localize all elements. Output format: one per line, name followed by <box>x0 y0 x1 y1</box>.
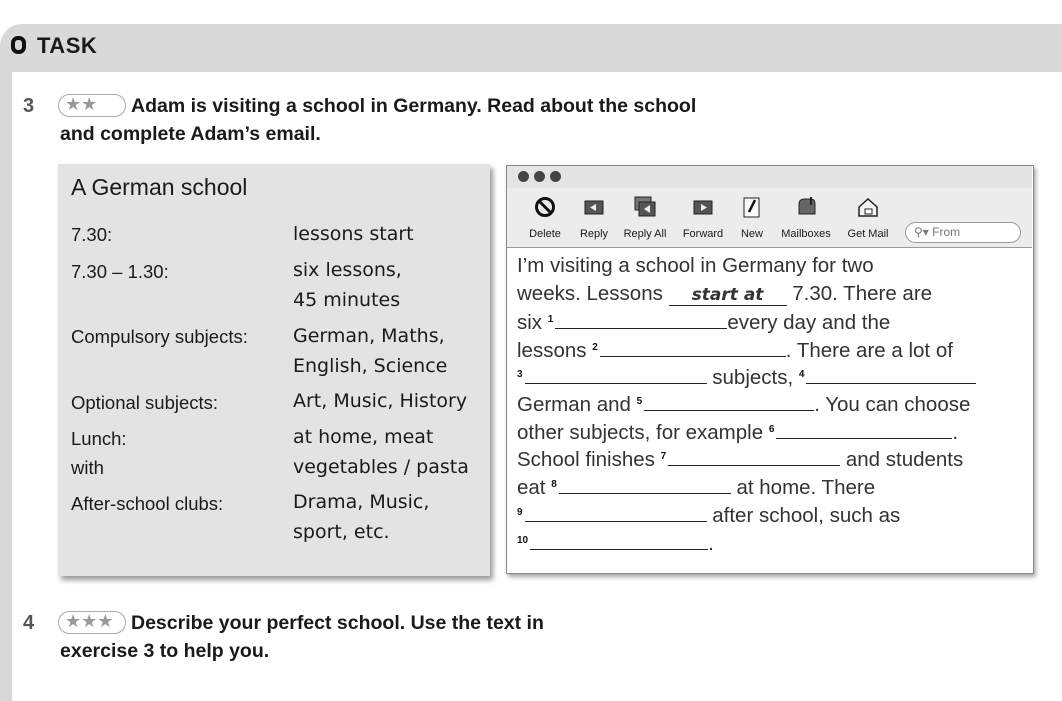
minimize-window-button[interactable] <box>534 171 545 182</box>
new-label: New <box>740 228 763 240</box>
reply-icon <box>583 196 605 218</box>
email-line: $^3$ subjects, $^4$ <box>517 365 976 393</box>
email-line: I’m visiting a school in Germany for two <box>517 254 874 277</box>
row-value: at home, meat <box>293 426 434 448</box>
task-header-bar <box>0 24 1062 72</box>
answer-blank-7[interactable] <box>668 447 840 466</box>
email-line: German and $^5$ . You can choose <box>517 393 971 416</box>
reply-all-label: Reply All <box>623 228 667 240</box>
exercise-4-instruction-line1: Describe your perfect school. Use the text in <box>131 612 544 634</box>
row-value: lessons start <box>293 223 414 245</box>
window-titlebar <box>507 166 1032 189</box>
email-line: six $^1$ every day and the <box>517 311 891 334</box>
exercise-4-number: 4 <box>23 612 35 634</box>
example-answer: start at <box>669 285 787 306</box>
answer-blank-8[interactable] <box>559 475 731 494</box>
reply-button[interactable] <box>573 188 615 247</box>
get-mail-icon <box>857 196 879 218</box>
row-label: After-school clubs: <box>71 493 224 514</box>
difficulty-stars: ★★★ <box>58 611 126 634</box>
reply-all-icon <box>634 196 656 218</box>
exercise-4-instruction-line2: exercise 3 to help you. <box>60 640 270 662</box>
exercise-3-number: 3 <box>23 95 35 117</box>
zoom-window-button[interactable] <box>550 171 561 182</box>
email-line: eat $^8$ at home. There <box>517 476 876 499</box>
mailboxes-label: Mailboxes <box>781 228 831 240</box>
mail-search-field[interactable] <box>905 222 1021 243</box>
top-margin <box>0 0 1062 24</box>
task-circle-icon <box>11 36 26 54</box>
exercise-3-instruction-line1: Adam is visiting a school in Germany. Read about the school <box>131 95 697 117</box>
answer-blank-6[interactable] <box>776 420 952 439</box>
row-label: Compulsory subjects: <box>71 326 248 347</box>
close-window-button[interactable] <box>518 171 529 182</box>
forward-button[interactable] <box>677 188 729 247</box>
mailboxes-button[interactable] <box>775 188 837 247</box>
row-label: 7.30 – 1.30: <box>71 261 169 282</box>
row-label: with <box>71 457 104 478</box>
row-label: 7.30: <box>71 224 113 245</box>
email-line: weeks. Lessons start at 7.30. There are <box>517 282 933 305</box>
row-value: six lessons, 45 minutes <box>293 259 402 311</box>
email-window <box>506 165 1034 574</box>
email-line: lessons $^2$ . There are a lot of <box>517 339 953 362</box>
reply-label: Reply <box>579 228 609 240</box>
new-message-button[interactable] <box>733 188 771 247</box>
search-placeholder: From <box>932 225 961 239</box>
reply-all-button[interactable] <box>619 188 671 247</box>
email-line: $^{10}$ . <box>517 532 714 555</box>
school-info-panel <box>58 164 490 576</box>
mail-toolbar <box>507 188 1032 248</box>
row-label: Optional subjects: <box>71 392 219 413</box>
task-title: TASK <box>37 33 98 58</box>
row-value: German, Maths, English, Science <box>293 325 448 377</box>
answer-blank-4[interactable] <box>806 365 976 384</box>
delete-icon <box>534 196 556 218</box>
row-label: Lunch: <box>71 428 127 449</box>
answer-blank-5[interactable] <box>644 392 814 411</box>
answer-blank-10[interactable] <box>530 531 708 550</box>
forward-icon <box>692 196 714 218</box>
get-mail-button[interactable] <box>842 188 894 247</box>
search-icon: ⚲▾ <box>914 225 933 239</box>
exercise-3-instruction-line2: and complete Adam’s email. <box>60 123 321 145</box>
forward-label: Forward <box>682 228 724 240</box>
panel-title: A German school <box>71 174 248 200</box>
email-line: School finishes $^7$ and students <box>517 448 964 471</box>
email-line: other subjects, for example $^6$ . <box>517 421 959 444</box>
left-margin-bar <box>0 72 12 701</box>
row-value: vegetables / pasta <box>293 456 469 478</box>
answer-blank-3[interactable] <box>525 365 707 384</box>
answer-blank-2[interactable] <box>600 338 786 357</box>
delete-label: Delete <box>529 228 561 240</box>
answer-blank-1[interactable] <box>555 310 727 329</box>
new-message-icon <box>741 196 763 218</box>
row-value: Art, Music, History <box>293 390 468 412</box>
email-line: $^9$ after school, such as <box>517 504 901 527</box>
delete-button[interactable] <box>520 188 570 247</box>
answer-blank-9[interactable] <box>525 503 707 522</box>
get-mail-label: Get Mail <box>847 228 889 240</box>
difficulty-stars: ★★ <box>58 94 126 117</box>
row-value: Drama, Music, sport, etc. <box>293 491 430 543</box>
mailboxes-icon <box>795 196 817 218</box>
